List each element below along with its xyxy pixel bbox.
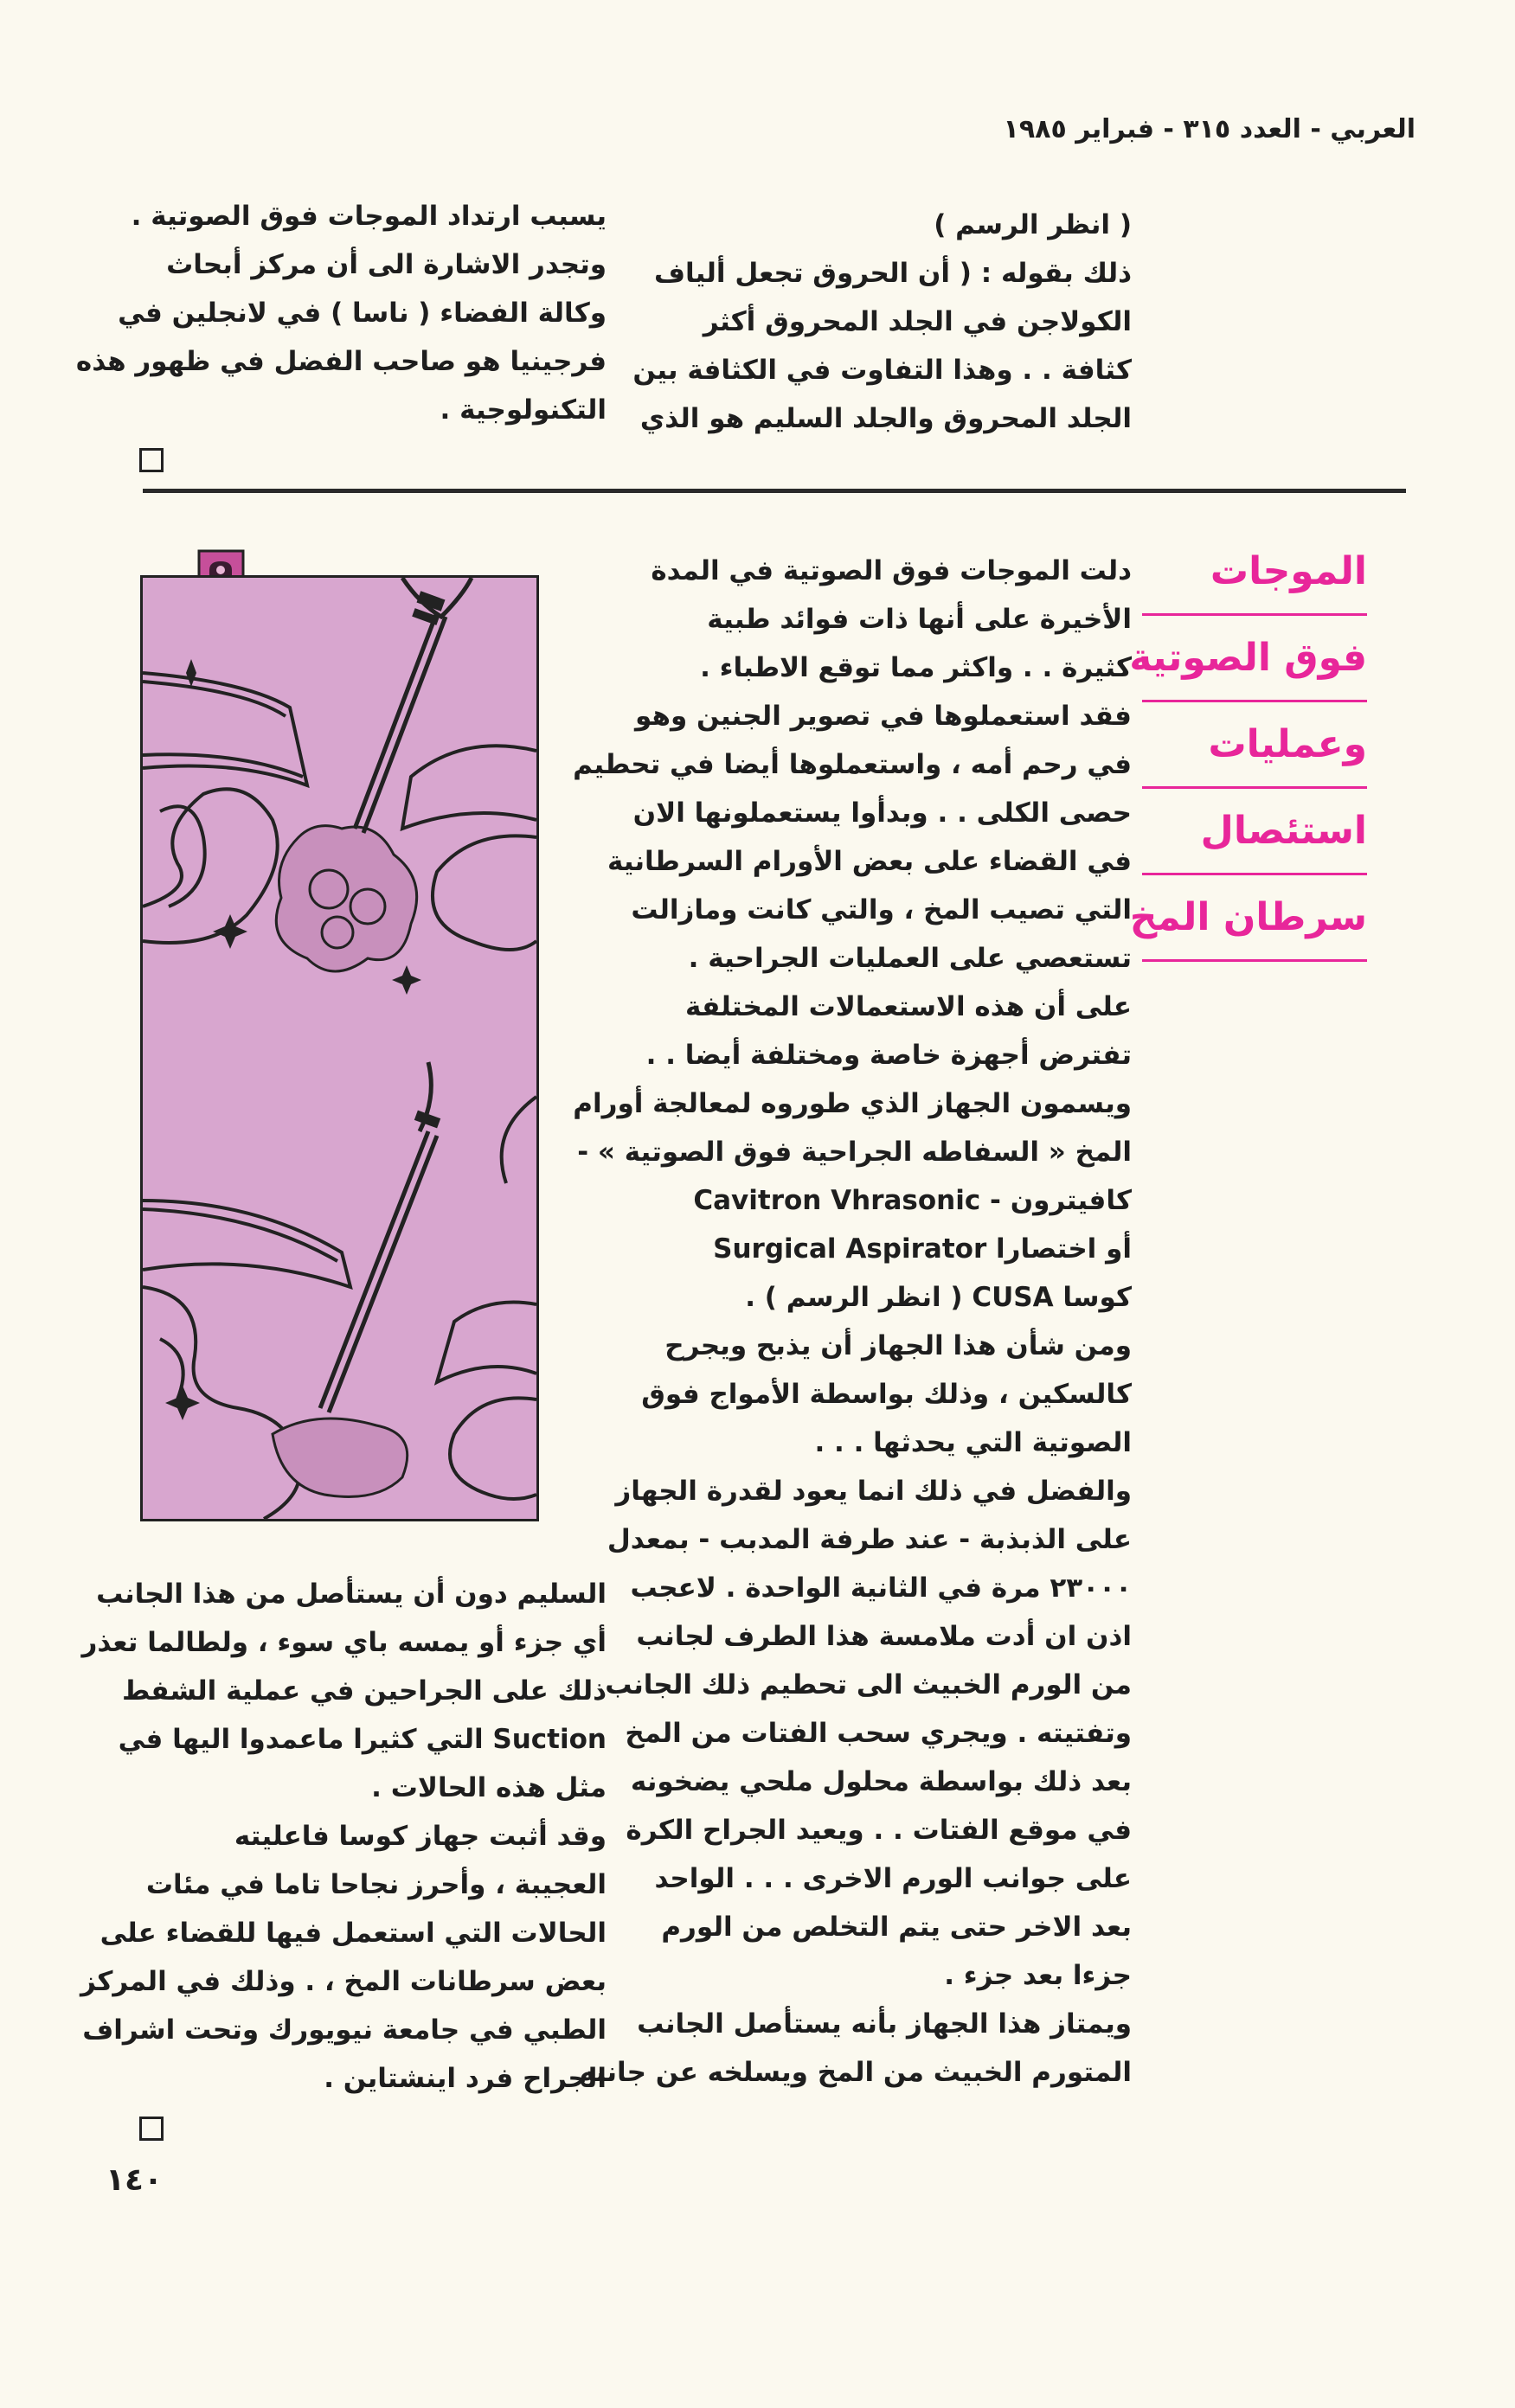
text-line: على الذبذبة - عند طرفة المدبب - بمعدل	[607, 1524, 1132, 1555]
text-line: ذلك بقوله : ( أن الحروق تجعل ألياف	[653, 258, 1132, 289]
text-line: يسبب ارتداد الموجات فوق الصوتية .	[131, 201, 607, 232]
text-line: كوسا CUSA ( انظر الرسم ) .	[745, 1282, 1132, 1313]
text-line: التكنولوجية .	[440, 394, 607, 426]
text-line: الجراح فرد اينشتاين .	[324, 2063, 607, 2094]
text-line: حصى الكلى . . وبدأوا يستعملونها الان	[632, 797, 1132, 829]
text-line: الجلد المحروق والجلد السليم هو الذي	[639, 403, 1132, 434]
text-line: ٢٣٠٠٠ مرة في الثانية الواحدة . لاعجب	[630, 1572, 1132, 1604]
text-line: كثافة . . وهذا التفاوت في الكثافة بين	[632, 355, 1132, 386]
page-number: ١٤٠	[106, 2162, 163, 2198]
text-line: ويمتاز هذا الجهاز بأنه يستأصل الجانب	[637, 2008, 1132, 2040]
end-square	[139, 2103, 607, 2151]
text-line: تفترض أجهزة خاصة ومختلفة أيضا . .	[645, 1040, 1132, 1071]
text-line: ويسمون الجهاز الذي طوروه لمعالجة أورام	[573, 1088, 1132, 1119]
surgical-aspirator-illustration	[140, 575, 539, 1521]
text-line: أي جزء أو يمسه باي سوء ، ولطالما تعذر	[81, 1627, 607, 1658]
top-left-column	[75, 192, 607, 483]
text-line: كالسكين ، وذلك بواسطة الأمواج فوق	[641, 1379, 1132, 1410]
text-line: وتجدر الاشارة الى أن مركز أبحاث	[166, 249, 607, 280]
text-line: بعض سرطانات المخ ، . وذلك في المركز	[80, 1966, 607, 1997]
text-line: اذن ان أدت ملامسة هذا الطرف لجانب	[636, 1621, 1132, 1652]
text-line: ( انظر الرسم )	[934, 209, 1132, 240]
bottom-left-column	[80, 1570, 607, 2151]
article-title	[1129, 529, 1367, 962]
title-line: وعمليات	[1142, 702, 1367, 789]
text-line: الأخيرة على أنها ذات فوائد طبية	[707, 604, 1132, 635]
text-line: الصوتية التي يحدثها . . .	[814, 1427, 1132, 1458]
text-line: التي تصيب المخ ، والتي كانت ومازالت	[631, 894, 1132, 925]
title-line: الموجات	[1142, 529, 1367, 616]
text-line: دلت الموجات فوق الصوتية في المدة	[651, 555, 1132, 586]
end-square	[139, 434, 607, 483]
text-line: فقد استعملوها في تصوير الجنين وهو	[635, 701, 1132, 732]
text-line: في القضاء على بعض الأورام السرطانية	[607, 846, 1132, 877]
text-line: كافيترون - Cavitron Vhrasonic	[693, 1185, 1132, 1216]
text-line: جزءا بعد جزء .	[944, 1960, 1132, 1991]
text-line: وتفتيته . ويجري سحب الفتات من المخ	[625, 1718, 1132, 1749]
text-line: على أن هذه الاستعمالات المختلفة	[685, 991, 1132, 1022]
text-line: المخ « السفاطه الجراحية فوق الصوتية » -	[577, 1137, 1132, 1168]
text-line: ذلك على الجراحين في عملية الشفط	[121, 1675, 607, 1707]
text-line: بعد الاخر حتى يتم التخلص من الورم	[661, 1912, 1132, 1943]
running-header: العربي - العدد ٣١٥ - فبراير ١٩٨٥	[1003, 114, 1415, 144]
text-line: وقد أثبت جهاز كوسا فاعليته	[234, 1821, 607, 1852]
text-line: في موقع الفتات . . ويعيد الجراح الكرة	[626, 1815, 1132, 1846]
title-line: فوق الصوتية	[1142, 616, 1367, 702]
title-line: سرطان المخ	[1142, 875, 1367, 962]
text-line: وكالة الفضاء ( ناسا ) في لانجلين في	[118, 298, 607, 329]
top-right-column	[632, 201, 1132, 443]
text-line: أو اختصارا Surgical Aspirator	[713, 1233, 1132, 1265]
text-line: كثيرة . . واكثر مما توقع الاطباء .	[700, 652, 1132, 683]
text-line: الحالات التي استعمل فيها للقضاء على	[100, 1918, 607, 1949]
text-line: ومن شأن هذا الجهاز أن يذبح ويجرح	[664, 1330, 1132, 1361]
text-line: Suction التي كثيرا ماعمدوا اليها في	[118, 1724, 607, 1755]
text-line: تستعصي على العمليات الجراحية .	[688, 943, 1132, 974]
text-line: الطبي في جامعة نيويورك وتحت اشراف	[82, 2014, 607, 2046]
main-column	[573, 547, 1132, 2097]
text-line: مثل هذه الحالات .	[371, 1772, 607, 1803]
text-line: على جوانب الورم الاخرى . . . الواحد	[654, 1863, 1132, 1894]
text-line: بعد ذلك بواسطة محلول ملحي يضخونه	[630, 1766, 1132, 1797]
text-line: الكولاجن في الجلد المحروق أكثر	[703, 306, 1132, 337]
text-line: والفضل في ذلك انما يعود لقدرة الجهاز	[615, 1476, 1132, 1507]
text-line: المتورم الخبيث من المخ ويسلخه عن جانبه	[579, 2057, 1132, 2088]
text-line: العجيبة ، وأحرز نجاحا تاما في مئات	[145, 1869, 607, 1900]
text-line: فرجينيا هو صاحب الفضل في ظهور هذه	[75, 346, 607, 377]
text-line: من الورم الخبيث الى تحطيم ذلك الجانب	[605, 1669, 1132, 1700]
text-line: السليم دون أن يستأصل من هذا الجانب	[96, 1579, 607, 1610]
title-line: استئصال	[1142, 789, 1367, 875]
text-line: في رحم أمه ، واستعملوها أيضا في تحطيم	[573, 749, 1132, 780]
section-divider	[143, 489, 1406, 493]
